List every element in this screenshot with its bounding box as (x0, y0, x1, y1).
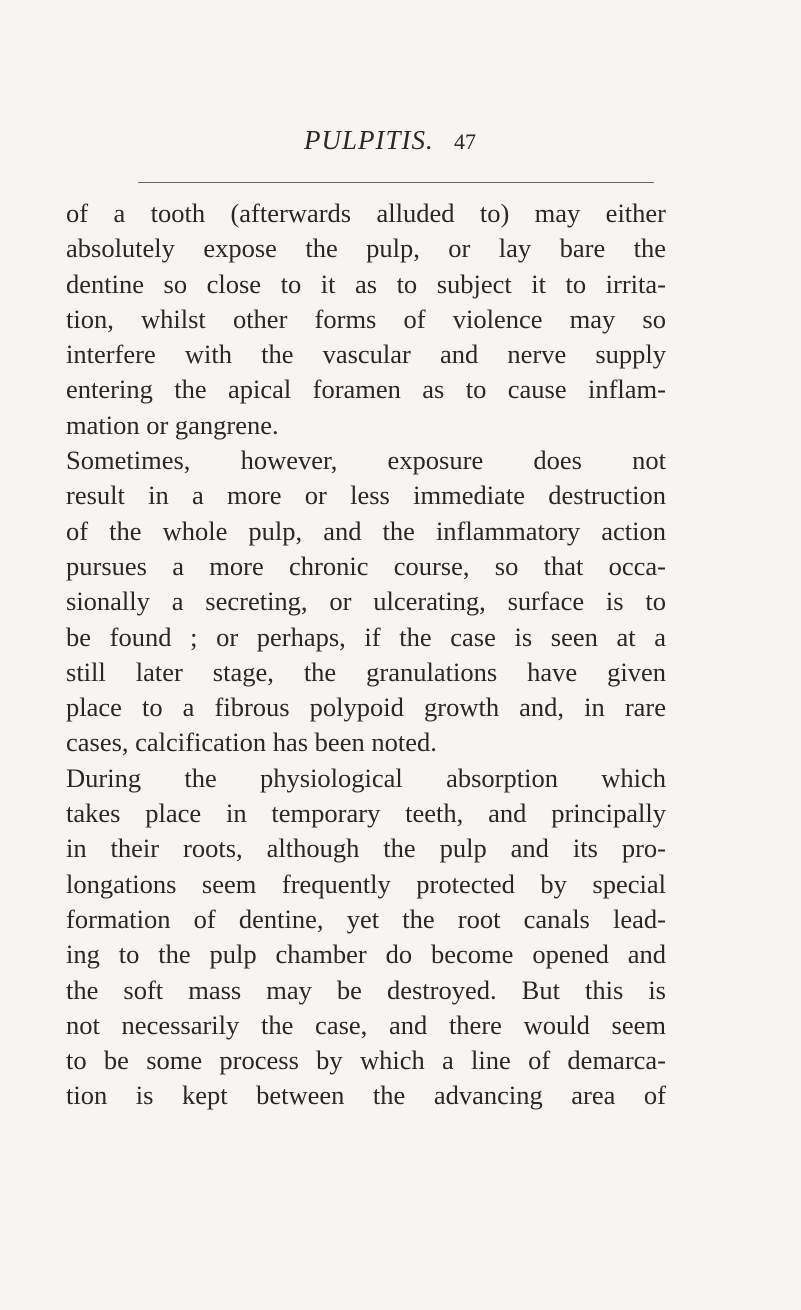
body-text (66, 196, 666, 1114)
text-line: be found ; or perhaps, if the case is seen at a (66, 621, 666, 652)
text-line: to be some process by which a line of demarca- (66, 1045, 666, 1076)
header-rule (138, 182, 654, 183)
running-title: PULPITIS. (304, 125, 434, 155)
text-line: the soft mass may be destroyed. But this is (66, 974, 666, 1005)
text-line: ing to the pulp chamber do become opened and (66, 939, 666, 970)
running-head (0, 120, 801, 160)
text-line: in their roots, although the pulp and its pro- (66, 833, 666, 864)
text-line: mation or gangrene. (66, 409, 279, 440)
text-line: still later stage, the granulations have given (66, 656, 666, 687)
text-line: of a tooth (afterwards alluded to) may either (66, 198, 666, 228)
text-line: absolutely expose the pulp, or lay bare the (66, 233, 666, 264)
text-line: result in a more or less immediate destruction (66, 480, 666, 511)
text-line: dentine so close to it as to subject it to irrita- (66, 268, 666, 299)
text-line: of the whole pulp, and the inflammatory action (66, 515, 666, 546)
text-line: tion is kept between the advancing area of (66, 1080, 666, 1111)
text-line: Sometimes, however, exposure does not (66, 445, 666, 476)
page-number: 47 (454, 129, 476, 154)
text-line: cases, calcification has been noted. (66, 727, 437, 758)
text-line: tion, whilst other forms of violence may so (66, 303, 666, 334)
text-line: not necessarily the case, and there would seem (66, 1009, 666, 1040)
text-line: formation of dentine, yet the root canals lead- (66, 903, 666, 934)
text-line: takes place in temporary teeth, and principally (66, 798, 666, 829)
text-line: longations seem frequently protected by special (66, 868, 666, 899)
text-line: During the physiological absorption which (66, 762, 666, 793)
text-line: place to a fibrous polypoid growth and, in rare (66, 692, 666, 723)
text-line: entering the apical foramen as to cause inflam- (66, 374, 666, 405)
text-line: sionally a secreting, or ulcerating, surface is to (66, 586, 666, 617)
text-line: pursues a more chronic course, so that occa- (66, 550, 666, 581)
text-line: interfere with the vascular and nerve supply (66, 339, 666, 370)
